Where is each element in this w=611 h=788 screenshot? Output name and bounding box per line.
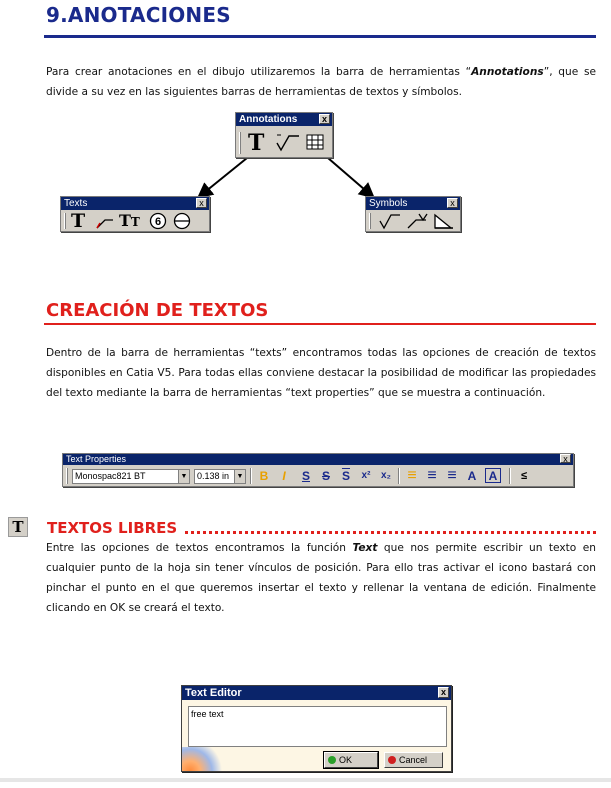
decorative-glow [182,747,222,771]
symbols-toolbar-titlebar[interactable] [366,197,460,210]
toolbar-grip[interactable] [369,213,371,229]
cancel-button[interactable] [384,752,443,768]
text-icon[interactable]: T [71,210,86,232]
symbol-tool-icon[interactable] [275,133,301,153]
text-editor-dialog[interactable] [181,685,452,772]
align-left-button[interactable]: ≡ [407,467,417,484]
para-text-end: que nos permite escribir un texto en cualquier punto de la hoja sin tener vínculos de posición. Para ello tras activar el icono bastará con pinchar el punto en el que queremos insertar el texto y rellenar la ventana de edición. Finalmente clicando en OK se creará el texto. [46,542,596,614]
toolbar-separator [250,468,252,484]
strikethrough-button[interactable]: S [321,469,330,483]
annotations-toolbar-body [236,126,332,157]
close-icon[interactable]: x [560,454,571,463]
dotted-underline [185,531,596,534]
text-properties-titlebar[interactable] [63,454,573,465]
toolbar-separator [398,468,400,484]
intro-text-end: ”, que se divide a su vez en las siguientes barras de herramientas de textos y símbolos. [46,66,596,98]
ok-icon [328,756,336,764]
balloon-icon[interactable] [149,212,167,230]
datum-target-icon[interactable] [173,212,191,230]
creacion-paragraph: Dentro de la barra de herramientas “texts” encontramos todas las opciones de creación de textos disponibles en Catia V5. Para todas ellas conviene destacar la posibilidad de modificar las propiedades del texto mediante la barra de herramientas “text properties” que se muestra a continuación. [46,347,596,399]
ok-button[interactable] [324,752,378,768]
toolbar-grip[interactable] [239,132,241,154]
intro-text-start: Para crear anotaciones en el dibujo utilizaremos la barra de herramientas “ [46,66,472,78]
italic-button[interactable]: I [282,469,286,483]
text-editor-titlebar[interactable] [182,686,451,700]
text-properties-toolbar[interactable] [62,453,574,487]
texts-toolbar-titlebar[interactable] [61,197,209,210]
ok-label: OK [339,755,353,765]
font-size-select[interactable] [194,469,246,484]
annotations-toolbar-titlebar[interactable] [236,113,332,126]
text-properties-body [63,465,573,484]
texts-toolbar-body [61,210,209,231]
font-name-value: Monospac821 BT [75,471,146,481]
toolbar-grip[interactable] [66,468,68,484]
annotations-toolbar[interactable] [235,112,333,158]
close-icon[interactable]: x [319,114,330,124]
text-editor-input[interactable]: free text [188,706,447,747]
text-leader-icon[interactable] [95,213,115,230]
overline-button[interactable]: $\overline{S}$ [341,469,350,483]
cancel-icon [388,756,396,764]
close-icon[interactable]: x [447,198,458,208]
superscript-button[interactable]: x² [361,470,371,481]
symbols-toolbar-body [366,210,460,231]
text-replicate-icon[interactable]: TT [119,211,140,230]
welding-icon[interactable] [406,212,428,230]
symbols-toolbar[interactable] [365,196,461,232]
bold-button[interactable]: B [259,469,269,483]
arrow-to-texts [200,158,247,196]
subscript-button[interactable]: x₂ [380,470,391,481]
chevron-down-icon[interactable]: ▼ [178,470,189,483]
weld-symbol-icon[interactable] [432,212,454,230]
cancel-label: Cancel [399,755,428,765]
textos-libres-paragraph [46,538,596,618]
section-title-anotaciones: 9.ANOTACIONES [46,3,231,27]
font-size-value: 0.138 in [197,471,230,481]
text-properties-title: Text Properties [66,454,127,464]
close-icon[interactable]: x [438,687,449,698]
roughness-icon[interactable] [378,213,402,230]
text-editor-title: Text Editor [185,687,242,699]
text-tool-icon[interactable]: T [248,130,265,156]
toolbar-grip[interactable] [64,213,66,229]
text-icon: T [8,517,28,537]
section-title-creacion-textos: CREACIÓN DE TEXTOS [46,300,269,321]
frame-style-button[interactable]: A [485,468,501,483]
anchor-point-button[interactable]: ≤ [520,470,528,482]
section-title-textos-libres: TEXTOS LIBRES [47,519,178,537]
texts-toolbar-title: Texts [64,198,88,209]
svg-text:6: 6 [154,216,162,228]
page-bottom-rule [0,778,611,782]
section-underline [44,323,596,325]
annotations-toolbar-title: Annotations [239,114,298,125]
para-bold-text: Text [352,542,378,554]
align-right-button[interactable]: ≡ [447,467,457,484]
arrow-to-symbols [328,158,372,196]
toolbar-separator [509,468,511,484]
close-icon[interactable]: x [196,198,207,208]
align-center-button[interactable]: ≡ [427,467,437,484]
symbols-toolbar-title: Symbols [369,198,408,209]
intro-bold-annotations: Annotations [471,66,544,78]
font-name-select[interactable] [72,469,190,484]
text-frame-button[interactable]: A [467,469,477,483]
table-tool-icon[interactable] [306,134,324,150]
underline-button[interactable]: S [301,469,310,483]
chevron-down-icon[interactable]: ▼ [234,470,245,483]
texts-toolbar[interactable] [60,196,210,232]
para-text-start: Entre las opciones de textos encontramos la función [46,542,353,554]
